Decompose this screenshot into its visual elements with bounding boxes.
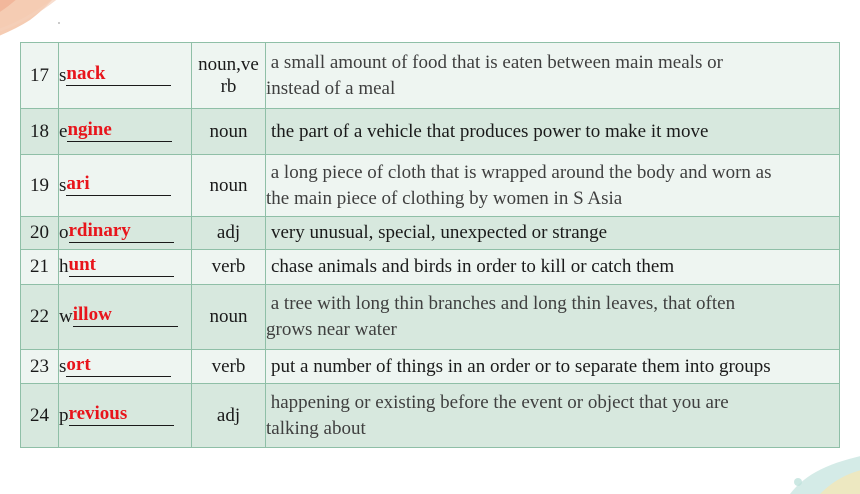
table-row (21, 155, 840, 217)
part-of-speech: adj (192, 217, 266, 250)
row-number: 22 (21, 285, 59, 350)
row-number: 19 (21, 155, 59, 217)
answer-blank (68, 220, 174, 243)
definition-line: happening or existing before the event or object that you are (266, 391, 729, 413)
word-cell (59, 43, 192, 109)
answer-blank (66, 353, 171, 377)
definition-text: put a number of things in an order or to separate them into groups (271, 355, 771, 377)
answer-blank (72, 304, 178, 327)
definition-line: the main piece of clothing by women in S Asia (266, 187, 623, 209)
table-row (21, 43, 840, 109)
table-row (21, 109, 840, 155)
answer-blank (67, 118, 172, 142)
definition-line: talking about (266, 417, 366, 439)
table-row (21, 250, 840, 285)
answer-text: rdinary (68, 220, 131, 241)
answer-text: ngine (67, 118, 112, 140)
first-letter: s (59, 64, 67, 86)
word-cell (59, 350, 192, 384)
word-cell (59, 217, 192, 250)
part-of-speech-line: noun,ve (198, 53, 259, 75)
definition (266, 217, 840, 250)
part-of-speech: adj (192, 384, 266, 448)
row-number: 18 (21, 109, 59, 155)
vocabulary-table (20, 42, 840, 448)
definition (266, 384, 840, 448)
definition-line: a small amount of food that is eaten between main meals or (266, 51, 723, 73)
answer-text: ort (66, 353, 91, 375)
word-cell (59, 155, 192, 217)
first-letter: s (59, 174, 67, 196)
first-letter: h (59, 256, 69, 277)
part-of-speech (192, 43, 266, 109)
part-of-speech: noun (192, 109, 266, 155)
table-row (21, 217, 840, 250)
definition-line: grows near water (266, 319, 397, 340)
definition (266, 109, 840, 155)
word-cell (59, 250, 192, 285)
answer-blank (66, 62, 171, 86)
row-number: 21 (21, 250, 59, 285)
table-row (21, 285, 840, 350)
table-row (21, 350, 840, 384)
row-number: 20 (21, 217, 59, 250)
word-cell (59, 285, 192, 350)
first-letter: w (59, 306, 73, 327)
answer-text: revious (68, 402, 128, 424)
definition (266, 155, 840, 217)
word-cell (59, 109, 192, 155)
answer-text: ari (66, 172, 90, 194)
first-letter: s (59, 355, 67, 377)
definition-text: the part of a vehicle that produces power to make it move (271, 120, 709, 142)
answer-blank (68, 402, 174, 426)
definition (266, 350, 840, 384)
part-of-speech: noun (192, 155, 266, 217)
definition (266, 250, 840, 285)
definition-line: instead of a meal (266, 77, 396, 99)
answer-blank (68, 254, 174, 277)
answer-text: nack (66, 62, 106, 84)
first-letter: o (59, 222, 69, 243)
definition (266, 43, 840, 109)
first-letter: e (59, 120, 68, 142)
row-number: 24 (21, 384, 59, 448)
answer-text: illow (72, 304, 112, 325)
definition-line: a long piece of cloth that is wrapped around the body and worn as (266, 161, 772, 183)
first-letter: p (59, 404, 69, 426)
part-of-speech: noun (192, 285, 266, 350)
part-of-speech: verb (192, 350, 266, 384)
word-cell (59, 384, 192, 448)
answer-text: unt (68, 254, 96, 275)
row-number: 17 (21, 43, 59, 109)
slide-marker-dot (58, 22, 60, 24)
part-of-speech-line: rb (220, 75, 237, 97)
definition-text: very unusual, special, unexpected or strange (271, 222, 608, 243)
part-of-speech: verb (192, 250, 266, 285)
answer-blank (66, 172, 171, 196)
definition-line: a tree with long thin branches and long thin leaves, that often (266, 293, 736, 314)
definition (266, 285, 840, 350)
definition-text: chase animals and birds in order to kill or catch them (271, 256, 675, 277)
table-row (21, 384, 840, 448)
row-number: 23 (21, 350, 59, 384)
